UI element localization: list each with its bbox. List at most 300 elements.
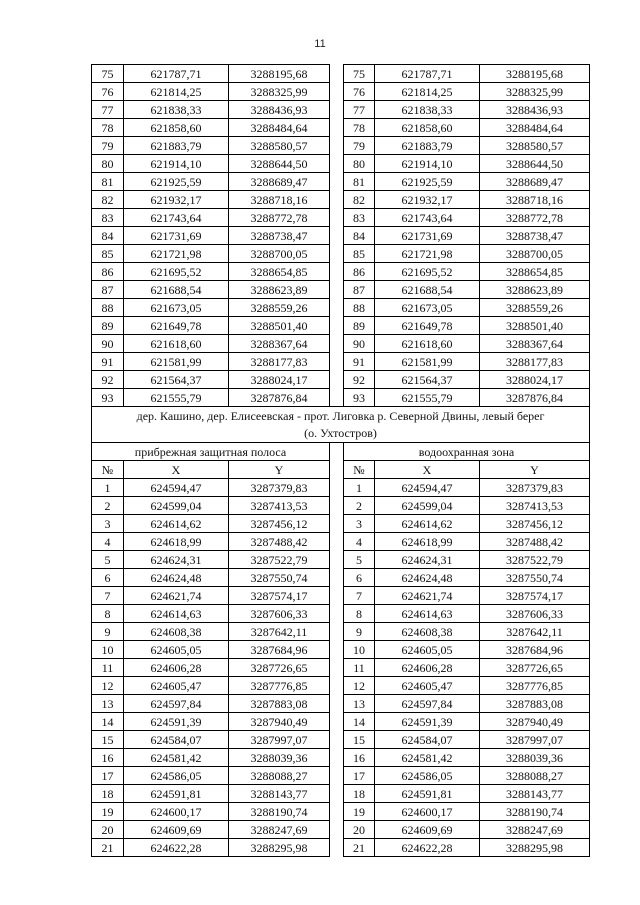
- table-gap: [330, 317, 344, 335]
- right-point-number: 78: [344, 119, 375, 137]
- left-point-number: 87: [92, 281, 124, 299]
- right-x-coordinate: 621581,99: [375, 353, 480, 371]
- right-num-header: №: [344, 461, 375, 479]
- zone-label-row: [92, 443, 590, 461]
- right-x-coordinate: 621814,25: [375, 83, 480, 101]
- table-row: [92, 713, 590, 731]
- table-row: [92, 389, 590, 407]
- right-y-coordinate: 3288772,78: [480, 209, 590, 227]
- left-x-coordinate: 621649,78: [124, 317, 229, 335]
- table-row: [92, 209, 590, 227]
- table-row: [92, 173, 590, 191]
- right-y-coordinate: 3288039,36: [480, 749, 590, 767]
- right-x-coordinate: 624621,74: [375, 587, 480, 605]
- table-gap: [330, 605, 344, 623]
- left-point-number: 9: [92, 623, 124, 641]
- right-y-coordinate: 3288559,26: [480, 299, 590, 317]
- right-point-number: 13: [344, 695, 375, 713]
- right-y-coordinate: 3288484,64: [480, 119, 590, 137]
- right-y-coordinate: 3287642,11: [480, 623, 590, 641]
- table-gap: [330, 839, 344, 857]
- table-row: [92, 335, 590, 353]
- right-point-number: 86: [344, 263, 375, 281]
- left-y-coordinate: 3288654,85: [229, 263, 330, 281]
- section-caption-line1: дер. Кашино, дер. Елисеевская - прот. Лиговка р. Северной Двины, левый берег: [136, 408, 545, 423]
- top-coordinates-body: [92, 65, 590, 407]
- left-y-coordinate: 3288177,83: [229, 353, 330, 371]
- table-gap: [330, 803, 344, 821]
- table-gap: [330, 659, 344, 677]
- left-x-coordinate: 621883,79: [124, 137, 229, 155]
- left-x-coordinate: 624614,62: [124, 515, 229, 533]
- right-point-number: 80: [344, 155, 375, 173]
- right-x-coordinate: 621914,10: [375, 155, 480, 173]
- right-point-number: 17: [344, 767, 375, 785]
- left-x-coordinate: 621673,05: [124, 299, 229, 317]
- left-point-number: 8: [92, 605, 124, 623]
- right-y-coordinate: 3288718,16: [480, 191, 590, 209]
- left-x-coordinate: 621932,17: [124, 191, 229, 209]
- table-gap: [330, 533, 344, 551]
- table-gap: [330, 389, 344, 407]
- table-row: [92, 839, 590, 857]
- table-gap: [330, 731, 344, 749]
- right-x-coordinate: 624606,28: [375, 659, 480, 677]
- right-y-coordinate: 3288247,69: [480, 821, 590, 839]
- table-row: [92, 803, 590, 821]
- table-gap: [330, 335, 344, 353]
- left-point-number: 12: [92, 677, 124, 695]
- table-gap: [330, 353, 344, 371]
- table-gap: [330, 227, 344, 245]
- table-row: [92, 137, 590, 155]
- table-gap: [330, 497, 344, 515]
- left-point-number: 79: [92, 137, 124, 155]
- left-point-number: 80: [92, 155, 124, 173]
- right-point-number: 93: [344, 389, 375, 407]
- right-x-coordinate: 624624,31: [375, 551, 480, 569]
- right-point-number: 90: [344, 335, 375, 353]
- right-y-coordinate: 3288644,50: [480, 155, 590, 173]
- right-y-coordinate: 3287522,79: [480, 551, 590, 569]
- right-point-number: 79: [344, 137, 375, 155]
- left-y-coordinate: 3288718,16: [229, 191, 330, 209]
- left-point-number: 18: [92, 785, 124, 803]
- left-y-coordinate: 3288738,47: [229, 227, 330, 245]
- right-y-header: Y: [480, 461, 590, 479]
- right-point-number: 10: [344, 641, 375, 659]
- table-gap: [330, 83, 344, 101]
- table-gap: [330, 569, 344, 587]
- left-x-coordinate: 621618,60: [124, 335, 229, 353]
- left-y-coordinate: 3288484,64: [229, 119, 330, 137]
- table-gap: [330, 479, 344, 497]
- right-point-number: 15: [344, 731, 375, 749]
- right-y-coordinate: 3287883,08: [480, 695, 590, 713]
- right-zone-label: водоохранная зона: [344, 443, 590, 461]
- right-x-header: X: [375, 461, 480, 479]
- table-row: [92, 227, 590, 245]
- right-x-coordinate: 624591,81: [375, 785, 480, 803]
- section-caption-row: [92, 407, 590, 443]
- right-point-number: 16: [344, 749, 375, 767]
- right-x-coordinate: 624591,39: [375, 713, 480, 731]
- table-gap: [330, 713, 344, 731]
- table-gap: [330, 137, 344, 155]
- left-x-coordinate: 621555,79: [124, 389, 229, 407]
- table-gap: [330, 173, 344, 191]
- left-x-coordinate: 624586,05: [124, 767, 229, 785]
- right-x-coordinate: 624600,17: [375, 803, 480, 821]
- right-x-coordinate: 624605,05: [375, 641, 480, 659]
- right-y-coordinate: 3288654,85: [480, 263, 590, 281]
- left-point-number: 15: [92, 731, 124, 749]
- right-y-coordinate: 3288143,77: [480, 785, 590, 803]
- right-point-number: 89: [344, 317, 375, 335]
- left-x-coordinate: 621581,99: [124, 353, 229, 371]
- right-y-coordinate: 3288689,47: [480, 173, 590, 191]
- right-x-coordinate: 621555,79: [375, 389, 480, 407]
- left-point-number: 89: [92, 317, 124, 335]
- left-y-coordinate: 3287574,17: [229, 587, 330, 605]
- table-row: [92, 299, 590, 317]
- table-row: [92, 263, 590, 281]
- right-y-coordinate: 3287488,42: [480, 533, 590, 551]
- table-gap: [330, 101, 344, 119]
- right-x-coordinate: 624624,48: [375, 569, 480, 587]
- left-x-coordinate: 624606,28: [124, 659, 229, 677]
- table-gap: [330, 767, 344, 785]
- right-y-coordinate: 3288325,99: [480, 83, 590, 101]
- table-gap: [330, 281, 344, 299]
- right-x-coordinate: 621688,54: [375, 281, 480, 299]
- right-x-coordinate: 624599,04: [375, 497, 480, 515]
- left-point-number: 86: [92, 263, 124, 281]
- left-y-coordinate: 3288247,69: [229, 821, 330, 839]
- left-point-number: 17: [92, 767, 124, 785]
- right-point-number: 88: [344, 299, 375, 317]
- left-x-coordinate: 624624,48: [124, 569, 229, 587]
- right-x-coordinate: 624609,69: [375, 821, 480, 839]
- left-y-coordinate: 3287776,85: [229, 677, 330, 695]
- right-point-number: 7: [344, 587, 375, 605]
- right-point-number: 21: [344, 839, 375, 857]
- left-y-coordinate: 3288644,50: [229, 155, 330, 173]
- table-gap: [330, 65, 344, 83]
- right-point-number: 75: [344, 65, 375, 83]
- right-x-coordinate: 621858,60: [375, 119, 480, 137]
- left-x-coordinate: 624591,81: [124, 785, 229, 803]
- right-y-coordinate: 3288700,05: [480, 245, 590, 263]
- table-gap: [330, 263, 344, 281]
- right-y-coordinate: 3287413,53: [480, 497, 590, 515]
- left-x-coordinate: 624622,28: [124, 839, 229, 857]
- right-point-number: 9: [344, 623, 375, 641]
- left-point-number: 1: [92, 479, 124, 497]
- left-point-number: 75: [92, 65, 124, 83]
- table-row: [92, 695, 590, 713]
- left-y-coordinate: 3287413,53: [229, 497, 330, 515]
- table-gap: [330, 623, 344, 641]
- right-x-coordinate: 624622,28: [375, 839, 480, 857]
- right-point-number: 12: [344, 677, 375, 695]
- left-x-coordinate: 624597,84: [124, 695, 229, 713]
- right-y-coordinate: 3288436,93: [480, 101, 590, 119]
- left-y-coordinate: 3287379,83: [229, 479, 330, 497]
- table-row: [92, 587, 590, 605]
- right-y-coordinate: 3288367,64: [480, 335, 590, 353]
- right-point-number: 84: [344, 227, 375, 245]
- left-x-coordinate: 624621,74: [124, 587, 229, 605]
- table-row: [92, 569, 590, 587]
- left-point-number: 5: [92, 551, 124, 569]
- left-x-coordinate: 621743,64: [124, 209, 229, 227]
- right-y-coordinate: 3287726,65: [480, 659, 590, 677]
- left-x-coordinate: 621858,60: [124, 119, 229, 137]
- left-point-number: 84: [92, 227, 124, 245]
- left-x-coordinate: 624605,47: [124, 677, 229, 695]
- left-point-number: 81: [92, 173, 124, 191]
- left-x-coordinate: 624594,47: [124, 479, 229, 497]
- right-point-number: 83: [344, 209, 375, 227]
- table-gap: [330, 641, 344, 659]
- table-gap: [330, 749, 344, 767]
- left-point-number: 13: [92, 695, 124, 713]
- left-y-coordinate: 3287522,79: [229, 551, 330, 569]
- right-x-coordinate: 624586,05: [375, 767, 480, 785]
- left-y-coordinate: 3288367,64: [229, 335, 330, 353]
- table-row: [92, 497, 590, 515]
- left-y-coordinate: 3287684,96: [229, 641, 330, 659]
- left-point-number: 82: [92, 191, 124, 209]
- left-x-coordinate: 621925,59: [124, 173, 229, 191]
- left-x-coordinate: 621721,98: [124, 245, 229, 263]
- table-row: [92, 677, 590, 695]
- right-point-number: 82: [344, 191, 375, 209]
- left-x-coordinate: 621787,71: [124, 65, 229, 83]
- right-x-coordinate: 624581,42: [375, 749, 480, 767]
- right-x-coordinate: 621564,37: [375, 371, 480, 389]
- table-gap: [330, 587, 344, 605]
- left-y-coordinate: 3287876,84: [229, 389, 330, 407]
- right-point-number: 8: [344, 605, 375, 623]
- right-y-coordinate: 3287876,84: [480, 389, 590, 407]
- left-x-coordinate: 621731,69: [124, 227, 229, 245]
- right-y-coordinate: 3288024,17: [480, 371, 590, 389]
- left-point-number: 4: [92, 533, 124, 551]
- right-point-number: 91: [344, 353, 375, 371]
- right-point-number: 14: [344, 713, 375, 731]
- left-point-number: 3: [92, 515, 124, 533]
- table-row: [92, 551, 590, 569]
- right-point-number: 2: [344, 497, 375, 515]
- right-y-coordinate: 3287550,74: [480, 569, 590, 587]
- left-x-coordinate: 624608,38: [124, 623, 229, 641]
- left-point-number: 16: [92, 749, 124, 767]
- table-gap: [330, 695, 344, 713]
- table-gap: [330, 677, 344, 695]
- left-point-number: 78: [92, 119, 124, 137]
- right-y-coordinate: 3287456,12: [480, 515, 590, 533]
- right-y-coordinate: 3288580,57: [480, 137, 590, 155]
- left-point-number: 91: [92, 353, 124, 371]
- section-caption-line2: (о. Ухтостров): [304, 425, 377, 440]
- left-x-coordinate: 624618,99: [124, 533, 229, 551]
- table-gap: [330, 299, 344, 317]
- left-x-coordinate: 624581,42: [124, 749, 229, 767]
- left-point-number: 10: [92, 641, 124, 659]
- left-y-coordinate: 3288295,98: [229, 839, 330, 857]
- table-row: [92, 731, 590, 749]
- left-num-header: №: [92, 461, 124, 479]
- right-point-number: 3: [344, 515, 375, 533]
- left-point-number: 6: [92, 569, 124, 587]
- table-row: [92, 101, 590, 119]
- table-gap: [330, 551, 344, 569]
- table-row: [92, 317, 590, 335]
- right-x-coordinate: 621787,71: [375, 65, 480, 83]
- table-gap: [330, 119, 344, 137]
- left-point-number: 11: [92, 659, 124, 677]
- right-point-number: 20: [344, 821, 375, 839]
- left-y-coordinate: 3288436,93: [229, 101, 330, 119]
- right-x-coordinate: 621925,59: [375, 173, 480, 191]
- table-row: [92, 767, 590, 785]
- left-y-coordinate: 3288195,68: [229, 65, 330, 83]
- right-x-coordinate: 621695,52: [375, 263, 480, 281]
- left-y-coordinate: 3288143,77: [229, 785, 330, 803]
- left-y-coordinate: 3287642,11: [229, 623, 330, 641]
- right-y-coordinate: 3288190,74: [480, 803, 590, 821]
- bottom-coordinates-body: [92, 479, 590, 857]
- table-row: [92, 515, 590, 533]
- left-x-coordinate: 621838,33: [124, 101, 229, 119]
- right-x-coordinate: 624597,84: [375, 695, 480, 713]
- left-x-coordinate: 621914,10: [124, 155, 229, 173]
- left-y-coordinate: 3288325,99: [229, 83, 330, 101]
- table-gap: [330, 443, 344, 461]
- left-point-number: 90: [92, 335, 124, 353]
- table-row: [92, 641, 590, 659]
- left-y-coordinate: 3287456,12: [229, 515, 330, 533]
- left-y-coordinate: 3288501,40: [229, 317, 330, 335]
- right-y-coordinate: 3288295,98: [480, 839, 590, 857]
- right-y-coordinate: 3288501,40: [480, 317, 590, 335]
- left-x-coordinate: 624609,69: [124, 821, 229, 839]
- table-row: [92, 119, 590, 137]
- table-row: [92, 281, 590, 299]
- right-x-coordinate: 624594,47: [375, 479, 480, 497]
- left-y-coordinate: 3288088,27: [229, 767, 330, 785]
- table-row: [92, 623, 590, 641]
- left-point-number: 88: [92, 299, 124, 317]
- right-x-coordinate: 624618,99: [375, 533, 480, 551]
- right-point-number: 5: [344, 551, 375, 569]
- left-point-number: 20: [92, 821, 124, 839]
- right-y-coordinate: 3287684,96: [480, 641, 590, 659]
- left-point-number: 19: [92, 803, 124, 821]
- table-gap: [330, 155, 344, 173]
- left-x-coordinate: 624584,07: [124, 731, 229, 749]
- left-x-coordinate: 621688,54: [124, 281, 229, 299]
- table-gap: [330, 821, 344, 839]
- left-x-coordinate: 621695,52: [124, 263, 229, 281]
- left-x-coordinate: 624599,04: [124, 497, 229, 515]
- left-x-coordinate: 624605,05: [124, 641, 229, 659]
- left-x-coordinate: 624624,31: [124, 551, 229, 569]
- table-row: [92, 821, 590, 839]
- table-row: [92, 245, 590, 263]
- left-y-coordinate: 3287997,07: [229, 731, 330, 749]
- left-y-coordinate: 3288689,47: [229, 173, 330, 191]
- table-row: [92, 749, 590, 767]
- right-x-coordinate: 624605,47: [375, 677, 480, 695]
- right-y-coordinate: 3287776,85: [480, 677, 590, 695]
- right-point-number: 87: [344, 281, 375, 299]
- left-point-number: 14: [92, 713, 124, 731]
- left-point-number: 77: [92, 101, 124, 119]
- right-x-coordinate: 621932,17: [375, 191, 480, 209]
- right-point-number: 4: [344, 533, 375, 551]
- left-y-header: Y: [229, 461, 330, 479]
- left-point-number: 21: [92, 839, 124, 857]
- right-x-coordinate: 621649,78: [375, 317, 480, 335]
- table-row: [92, 191, 590, 209]
- left-y-coordinate: 3288190,74: [229, 803, 330, 821]
- right-y-coordinate: 3287574,17: [480, 587, 590, 605]
- right-point-number: 18: [344, 785, 375, 803]
- left-y-coordinate: 3288559,26: [229, 299, 330, 317]
- left-y-coordinate: 3287883,08: [229, 695, 330, 713]
- table-row: [92, 785, 590, 803]
- right-point-number: 19: [344, 803, 375, 821]
- table-row: [92, 83, 590, 101]
- table-row: [92, 605, 590, 623]
- right-y-coordinate: 3287940,49: [480, 713, 590, 731]
- page-number: 11: [314, 38, 326, 50]
- left-x-coordinate: 624614,63: [124, 605, 229, 623]
- right-x-coordinate: 624584,07: [375, 731, 480, 749]
- left-y-coordinate: 3287726,65: [229, 659, 330, 677]
- right-x-coordinate: 621883,79: [375, 137, 480, 155]
- left-x-header: X: [124, 461, 229, 479]
- right-x-coordinate: 621673,05: [375, 299, 480, 317]
- left-point-number: 76: [92, 83, 124, 101]
- left-point-number: 92: [92, 371, 124, 389]
- right-point-number: 6: [344, 569, 375, 587]
- table-row: [92, 65, 590, 83]
- left-x-coordinate: 621814,25: [124, 83, 229, 101]
- section-caption: [92, 407, 590, 443]
- right-point-number: 11: [344, 659, 375, 677]
- table-row: [92, 155, 590, 173]
- left-y-coordinate: 3287940,49: [229, 713, 330, 731]
- left-x-coordinate: 624591,39: [124, 713, 229, 731]
- table-gap: [330, 785, 344, 803]
- right-point-number: 77: [344, 101, 375, 119]
- left-point-number: 83: [92, 209, 124, 227]
- right-point-number: 81: [344, 173, 375, 191]
- right-point-number: 92: [344, 371, 375, 389]
- right-y-coordinate: 3288195,68: [480, 65, 590, 83]
- table-gap: [330, 245, 344, 263]
- left-y-coordinate: 3288772,78: [229, 209, 330, 227]
- table-row: [92, 533, 590, 551]
- left-point-number: 93: [92, 389, 124, 407]
- right-y-coordinate: 3288088,27: [480, 767, 590, 785]
- right-y-coordinate: 3287379,83: [480, 479, 590, 497]
- right-y-coordinate: 3288738,47: [480, 227, 590, 245]
